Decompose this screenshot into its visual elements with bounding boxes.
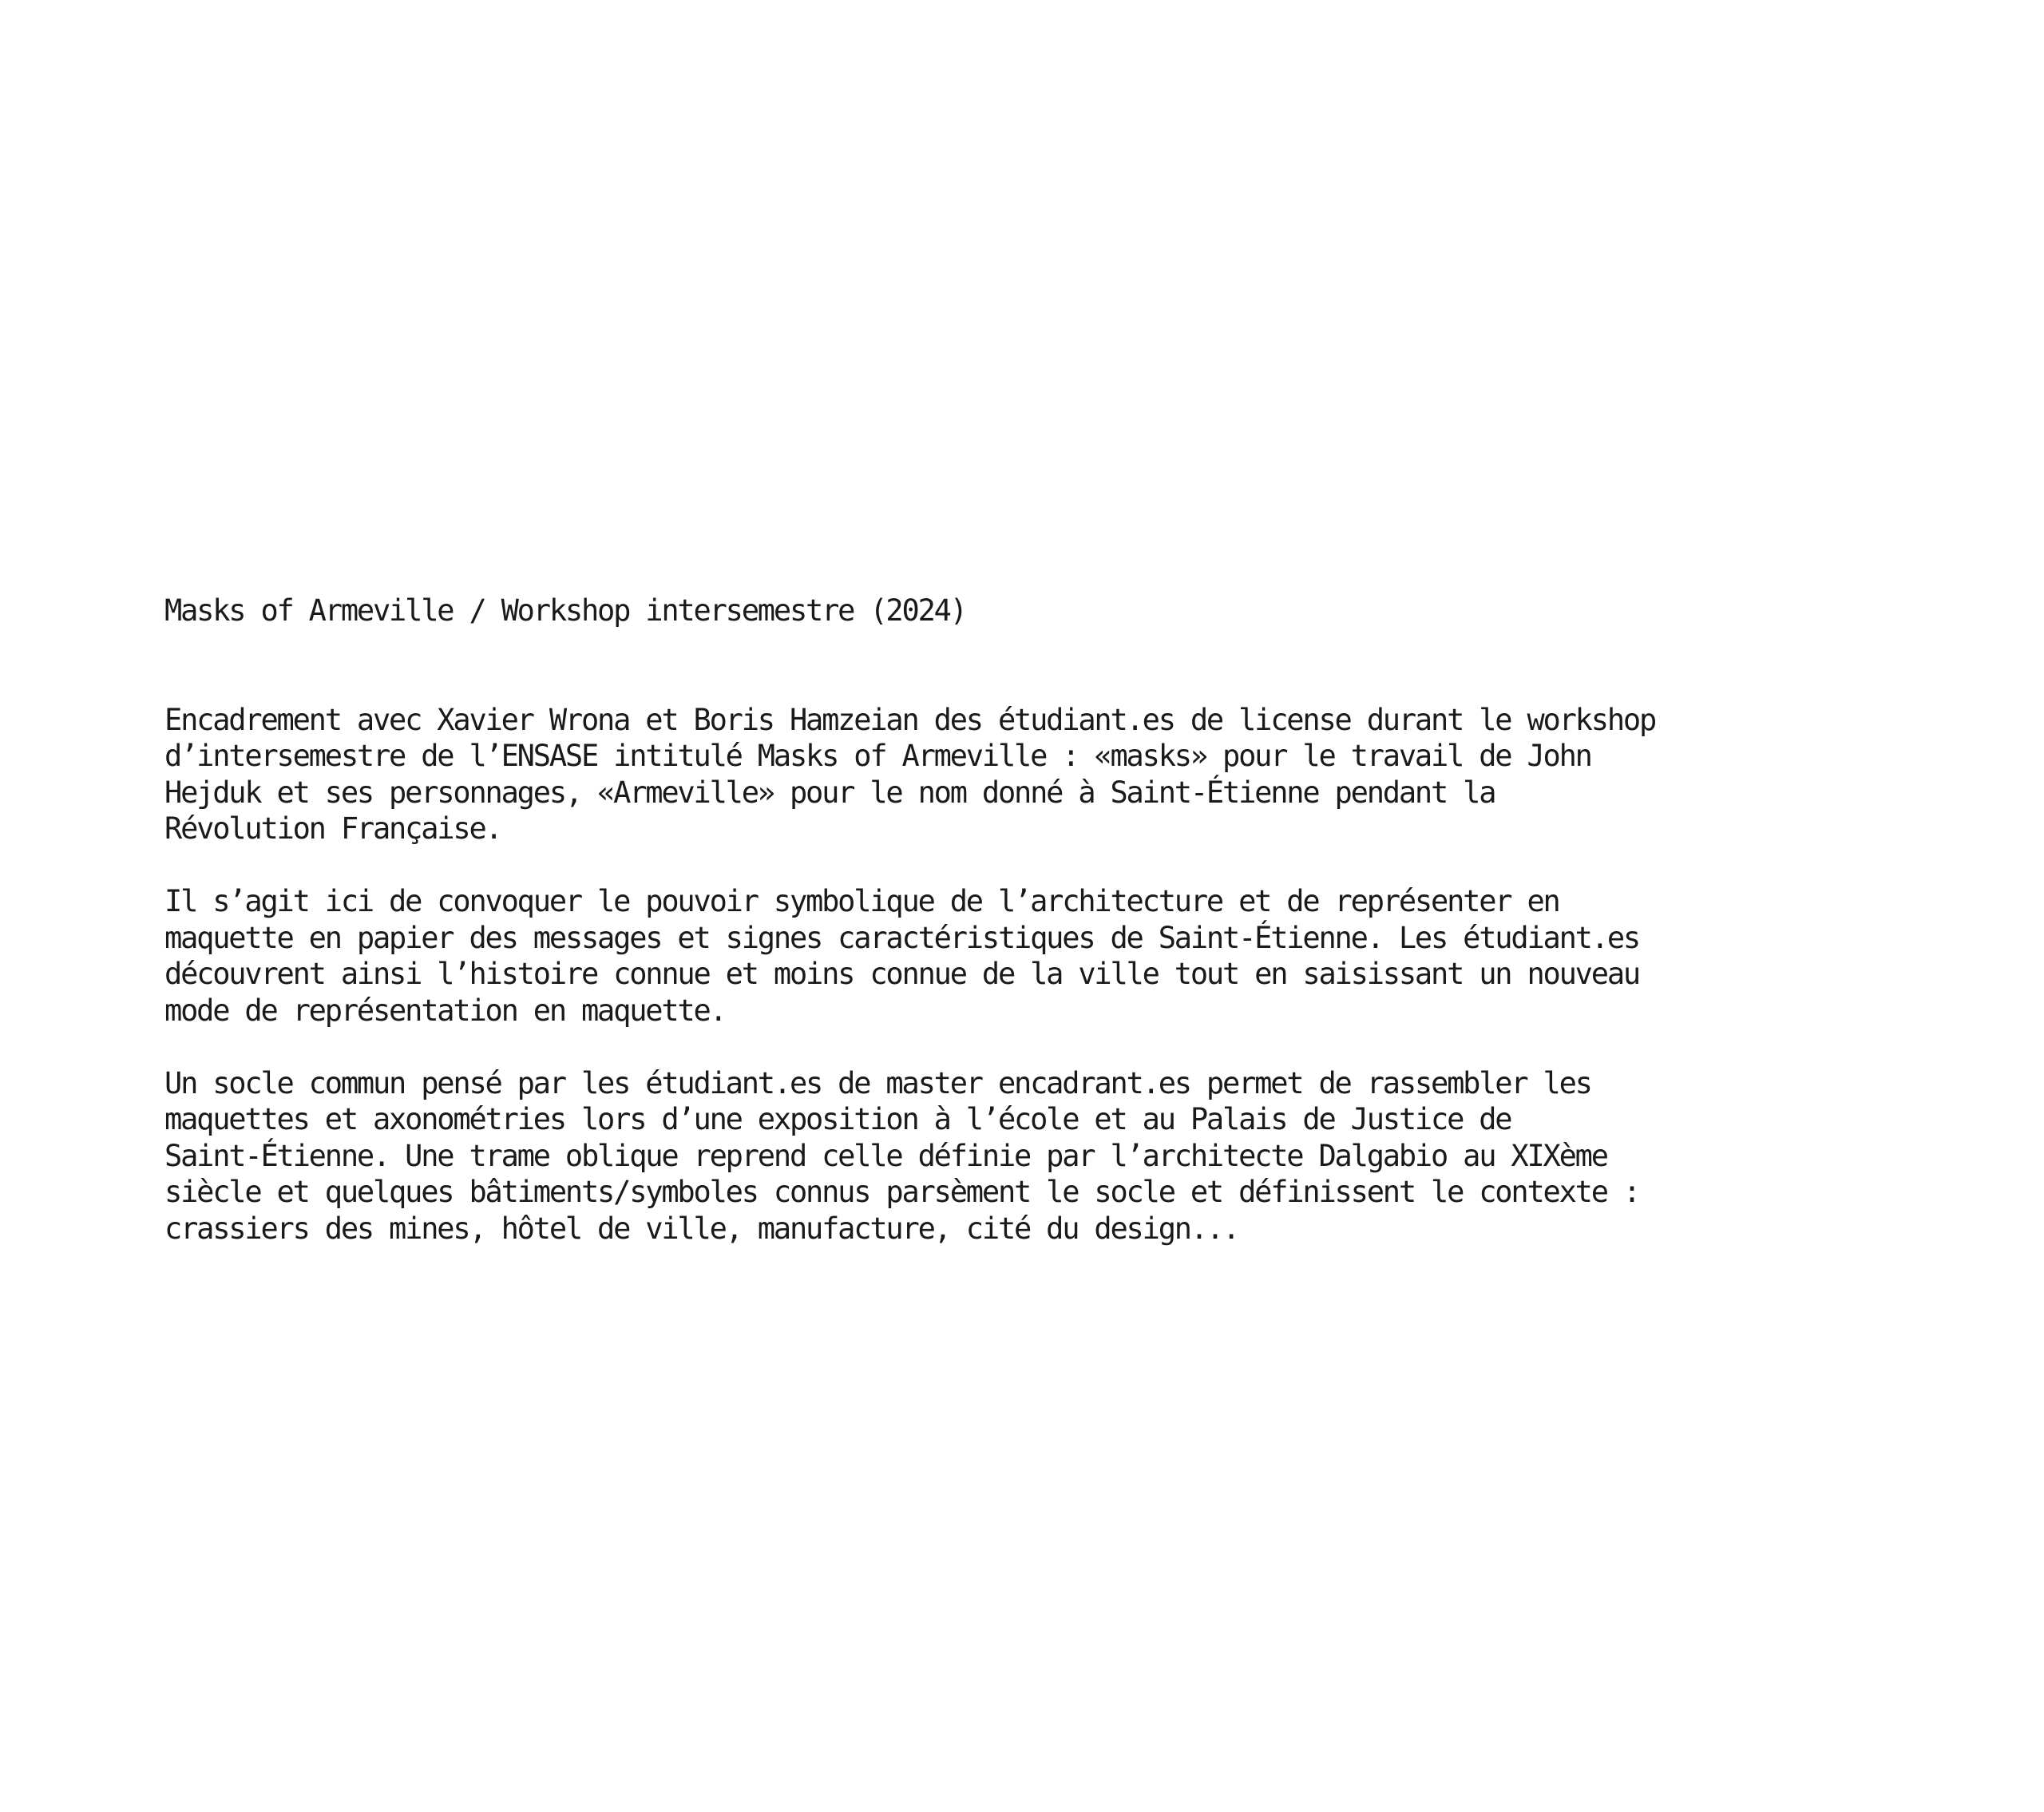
paragraph-pouvoir-symbolique	[164, 883, 1921, 1029]
paragraph-line: Révolution Française.	[164, 811, 501, 846]
paragraph-line: crassiers des mines, hôtel de ville, manufacture, cité du design...	[164, 1211, 1239, 1246]
paragraph-line: maquettes et axonométries lors d’une exposition à l’école et au Palais de Justice de	[164, 1102, 1511, 1136]
paragraph-line: Il s’agit ici de convoquer le pouvoir symbolique de l’architecture et de représenter en	[164, 884, 1559, 918]
paragraph-line: découvrent ainsi l’histoire connue et moins connue de la ville tout en saisissant un nouveau	[164, 957, 1639, 991]
paragraph-socle-commun	[164, 1065, 1921, 1247]
paragraph-line: mode de représentation en maquette.	[164, 993, 726, 1028]
text-document	[164, 593, 1921, 1283]
paragraph-line: maquette en papier des messages et signes caractéristiques de Saint-Étienne. Les étudiant.es	[164, 920, 1639, 955]
paragraph-line: Saint-Étienne. Une trame oblique reprend celle définie par l’architecte Dalgabio au XIXème	[164, 1138, 1607, 1173]
document-title: Masks of Armeville / Workshop intersemestre (2024)	[164, 593, 966, 628]
paragraph-line: Encadrement avec Xavier Wrona et Boris Hamzeian des étudiant.es de license durant le workshop	[164, 702, 1656, 737]
paragraph-line: Un socle commun pensé par les étudiant.es de master encadrant.es permet de rassembler les	[164, 1065, 1591, 1100]
paragraph-line: d’intersemestre de l’ENSASE intitulé Masks of Armeville : «masks» pour le travail de John	[164, 739, 1591, 773]
paragraph-encadrement	[164, 702, 1921, 847]
paragraph-line: Hejduk et ses personnages, «Armeville» pour le nom donné à Saint-Étienne pendant la	[164, 775, 1495, 810]
paragraph-line: siècle et quelques bâtiments/symboles connus parsèment le socle et définissent le contexte :	[164, 1175, 1639, 1209]
